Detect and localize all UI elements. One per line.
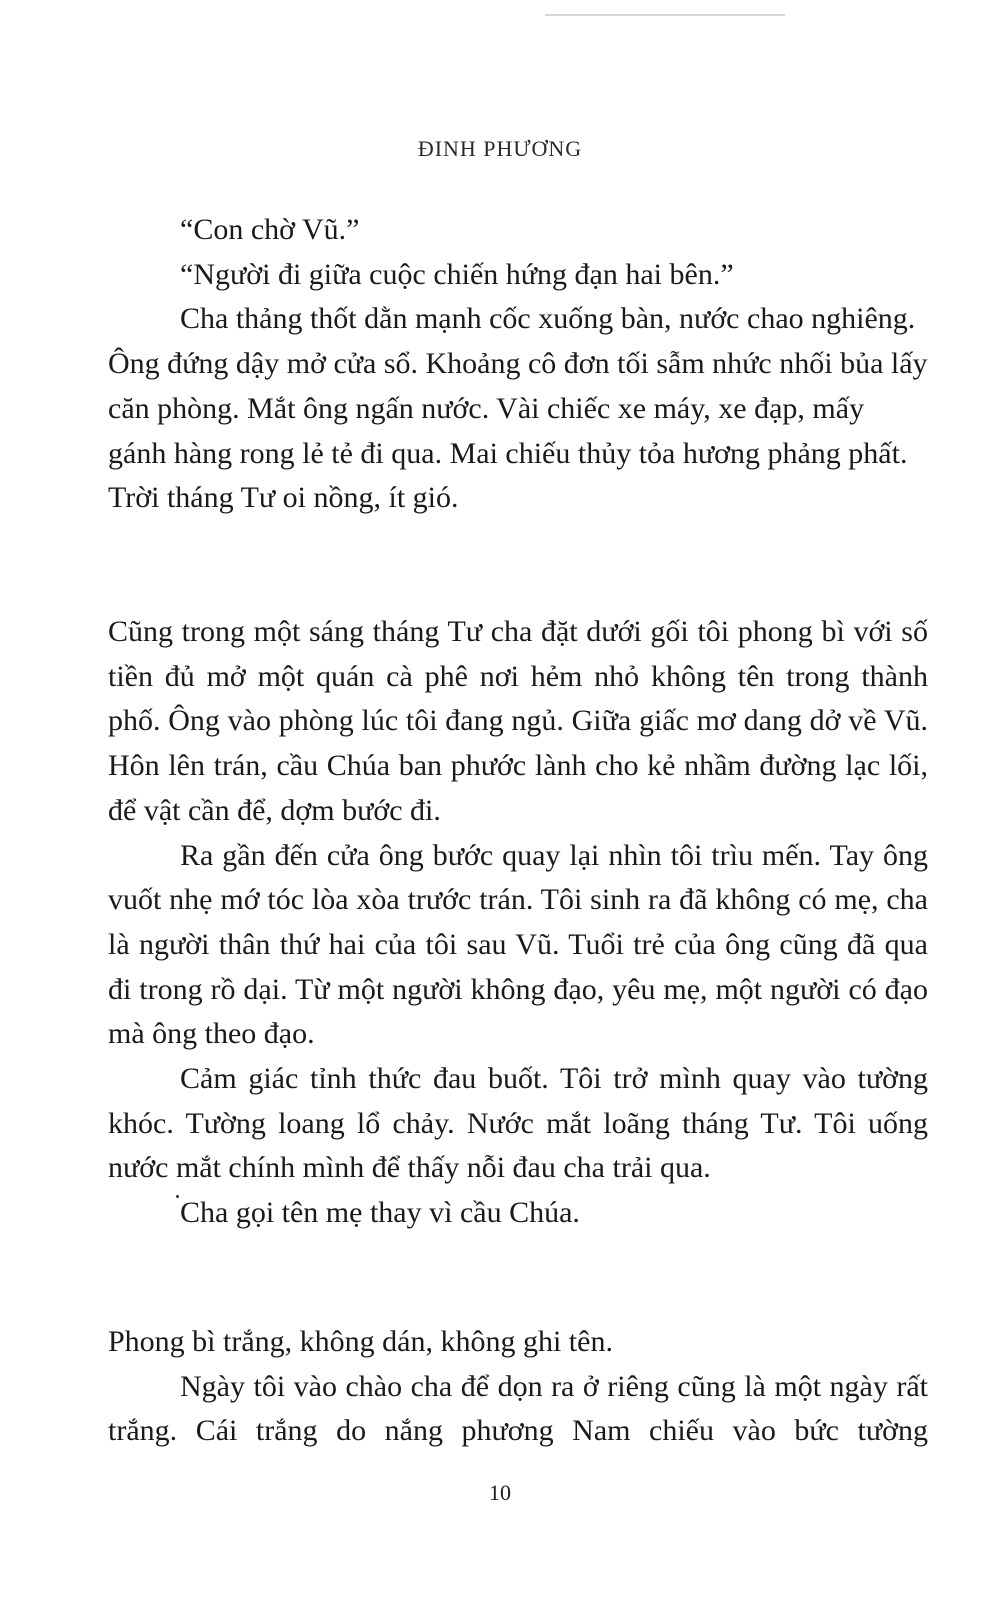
text-section-1 [108,208,928,521]
running-header-author: ĐINH PHƯƠNG [417,136,583,161]
print-speck [176,1195,179,1198]
body-paragraph: Phong bì trắng, không dán, không ghi tên. [108,1325,613,1358]
dialogue-line: “Con chờ Vũ.” [180,213,360,246]
body-paragraph: Cha thảng thốt dằn mạnh cốc xuống bàn, nước chao nghiêng. Ông đứng dậy mở cửa sổ. Khoảng cô đơn tối sẫm nhức nhối bủa lấy căn phòng. Mắt ông ngấn nước. Vài chiếc xe máy, xe đạp, mấy gánh hàng rong lẻ tẻ đi qua. Mai chiếu thủy tỏa hương phảng phất. Trời tháng Tư oi nồng, ít gió. [108,302,928,515]
body-paragraph: Cũng trong một sáng tháng Tư cha đặt dưới gối tôi phong bì với số tiền đủ mở một quán cà phê nơi hẻm nhỏ không tên trong thành phố. Ông vào phòng lúc tôi đang ngủ. Giữa giấc mơ dang dở về Vũ. Hôn lên trán, cầu Chúa ban phước lành cho kẻ nhầm đường lạc lối, để vật cần để, dợm bước đi. [108,615,928,827]
text-section-3 [108,1320,928,1454]
body-paragraph: Ngày tôi vào chào cha để dọn ra ở riêng cũng là một ngày rất trắng. Cái trắng do nắng phương Nam chiếu vào bức tường [108,1369,928,1448]
page-number: 10 [489,1480,511,1505]
body-paragraph: Ra gần đến cửa ông bước quay lại nhìn tôi trìu mến. Tay ông vuốt nhẹ mớ tóc lòa xòa trước trán. Tôi sinh ra đã không có mẹ, cha là người thân thứ hai của tôi sau Vũ. Tuổi trẻ của ông cũng đã qua đi trong rồ dại. Từ một người không đạo, yêu mẹ, một người có đạo mà ông theo đạo. [108,838,928,1051]
body-paragraph: Cha gọi tên mẹ thay vì cầu Chúa. [180,1196,580,1230]
body-paragraph: Cảm giác tỉnh thức đau buốt. Tôi trở mình quay vào tường khóc. Tường loang lổ chảy. Nước mắt loãng tháng Tư. Tôi uống nước mắt chính mình để thấy nỗi đau cha trải qua. [108,1062,928,1185]
dialogue-line: “Người đi giữa cuộc chiến hứng đạn hai bên.” [180,257,734,291]
text-section-2 [108,610,928,1236]
scan-edge-line [545,14,785,16]
